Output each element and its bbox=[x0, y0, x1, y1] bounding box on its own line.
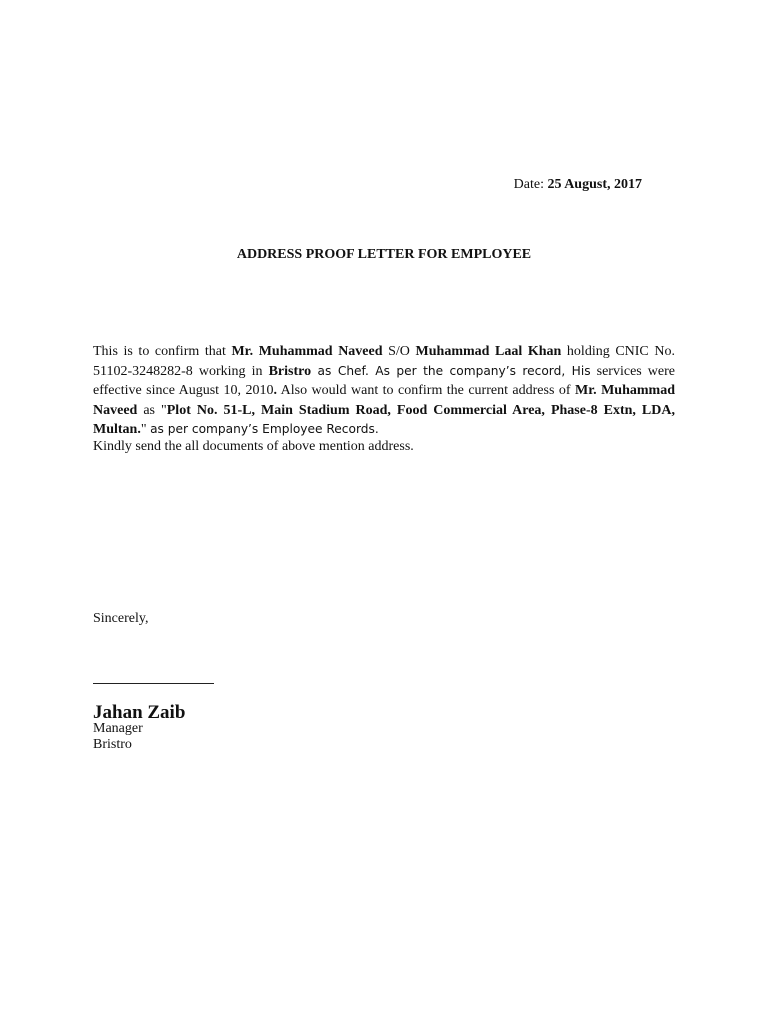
employee-address: Plot No. 51-L, Main Stadium Road, Food Commercial Area, Phase-8 Extn, LDA, Multan. bbox=[93, 402, 675, 437]
body-text-6: . bbox=[273, 383, 277, 398]
body-paragraph bbox=[93, 342, 675, 440]
employee-name-2: Mr. Muhammad Naveed bbox=[93, 383, 675, 418]
signer-name: Jahan Zaib bbox=[93, 702, 186, 723]
date-label: Date: bbox=[513, 177, 548, 192]
body-text-4: as Chef. As per the company’s record, His bbox=[311, 363, 591, 378]
body-text-8: as " bbox=[137, 402, 167, 418]
date-value: 25 August, 2017 bbox=[547, 177, 642, 192]
signer-title: Manager bbox=[93, 721, 143, 736]
company-name: Bristro bbox=[268, 363, 312, 379]
body-text-1: This is to confirm that bbox=[93, 344, 232, 359]
body-text-10: as per company’s Employee Records. bbox=[150, 422, 379, 436]
signature-line bbox=[93, 683, 214, 684]
father-name: Muhammad Laal Khan bbox=[415, 344, 562, 359]
body-text-5: services were effective since August 10, 2010 bbox=[93, 363, 676, 398]
body-text-3: holding CNIC No. 51102-3248282-8 working in bbox=[93, 344, 675, 379]
closing: Sincerely, bbox=[93, 611, 149, 626]
request-line: Kindly send the all documents of above mention address. bbox=[93, 439, 414, 454]
body-text-9: " bbox=[140, 422, 151, 437]
signer-company: Bristro bbox=[93, 737, 132, 752]
letter-title: ADDRESS PROOF LETTER FOR EMPLOYEE bbox=[236, 247, 532, 262]
body-text-7: Also would want to confirm the current address of bbox=[276, 383, 575, 398]
body-text-2: S/O bbox=[382, 344, 416, 359]
date-line bbox=[514, 176, 642, 194]
employee-name: Mr. Muhammad Naveed bbox=[231, 344, 383, 359]
